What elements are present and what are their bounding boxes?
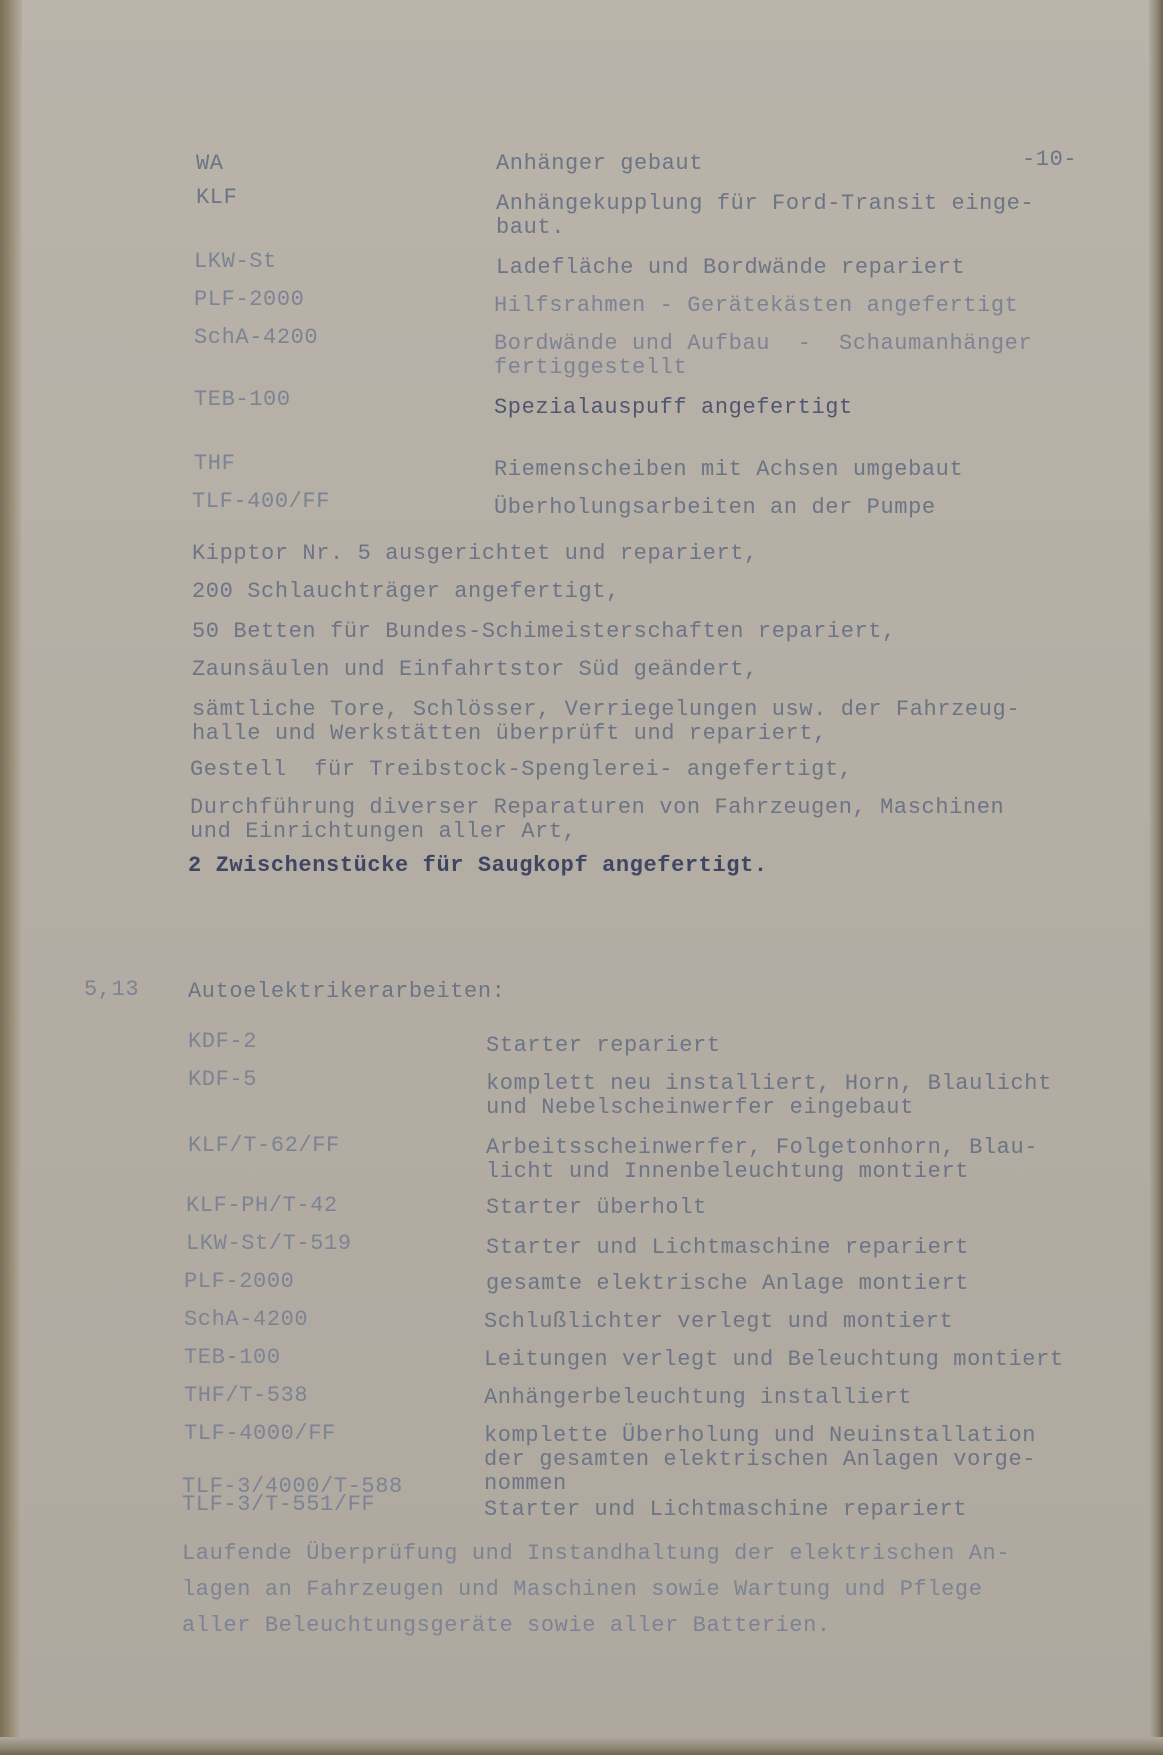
item-code: TLF-400/FF: [192, 489, 331, 514]
item-code: TEB-100: [194, 387, 291, 412]
item-text: komplett neu installiert, Horn, Blaulicht und Nebelscheinwerfer eingebaut: [486, 1071, 1052, 1120]
item-text: Riemenscheiben mit Achsen umgebaut: [494, 457, 964, 482]
item-code: LKW-St: [194, 249, 277, 274]
item-text: gesamte elektrische Anlage montiert: [486, 1271, 970, 1296]
page-edge-right: [1149, 0, 1163, 1755]
note-line: Gestell für Treibstock-Spenglerei- angefertigt,: [190, 757, 853, 782]
item-code: TLF-3/4000/T-588 TLF-3/T-551/FF: [182, 1474, 403, 1517]
item-code: TLF-4000/FF: [184, 1421, 336, 1446]
item-text: Starter repariert: [486, 1033, 721, 1058]
page-edge-bottom: [0, 1737, 1163, 1755]
item-code: TEB-100: [184, 1345, 281, 1370]
item-text: Anhänger gebaut: [496, 151, 704, 176]
note-line: 200 Schlauchträger angefertigt,: [192, 579, 620, 604]
item-code: LKW-St/T-519: [186, 1231, 352, 1256]
item-code: THF/T-538: [184, 1383, 309, 1408]
item-code: KLF-PH/T-42: [186, 1193, 338, 1218]
note-line: sämtliche Tore, Schlösser, Verriegelungen usw. der Fahrzeug- halle und Werkstätten überprüft und repariert,: [192, 697, 1021, 746]
item-text: Anhängekupplung für Ford-Transit einge- baut.: [496, 191, 1035, 240]
note-line-highlight: 2 Zwischenstücke für Saugkopf angefertigt.: [188, 853, 768, 878]
item-code: KDF-2: [188, 1029, 258, 1054]
item-text: Anhängerbeleuchtung installiert: [484, 1385, 912, 1410]
item-text: Überholungsarbeiten an der Pumpe: [494, 495, 936, 520]
note-line: Kipptor Nr. 5 ausgerichtet und repariert,: [192, 541, 758, 566]
item-code: WA: [196, 151, 224, 176]
section-title: Autoelektrikerarbeiten:: [188, 979, 506, 1004]
item-code: SchA-4200: [184, 1307, 309, 1332]
item-text: Arbeitsscheinwerfer, Folgetonhorn, Blau- licht und Innenbeleuchtung montiert: [486, 1135, 1039, 1184]
item-code: THF: [194, 451, 236, 476]
item-text: Ladefläche und Bordwände repariert: [496, 255, 966, 280]
section-number: 5,13: [84, 977, 140, 1002]
item-code: KLF: [196, 185, 238, 210]
note-line: Durchführung diverser Reparaturen von Fahrzeugen, Maschinen und Einrichtungen aller Art,: [190, 795, 1005, 844]
item-code: PLF-2000: [194, 287, 305, 312]
page-number: -10-: [1022, 147, 1078, 172]
item-code: PLF-2000: [184, 1269, 295, 1294]
item-text: Starter und Lichtmaschine repariert: [486, 1235, 970, 1260]
item-text: Hilfsrahmen - Gerätekästen angefertigt: [494, 293, 1019, 318]
item-code: KLF/T-62/FF: [188, 1133, 340, 1158]
item-text: Starter und Lichtmaschine repariert: [484, 1497, 968, 1522]
item-code: KDF-5: [188, 1067, 258, 1092]
note-line: 50 Betten für Bundes-Schimeisterschaften repariert,: [192, 619, 896, 644]
item-text: Starter überholt: [486, 1195, 707, 1220]
item-code: SchA-4200: [194, 325, 319, 350]
item-text: Schlußlichter verlegt und montiert: [484, 1309, 954, 1334]
item-text: Leitungen verlegt und Beleuchtung montiert: [484, 1347, 1064, 1372]
item-text: Spezialauspuff angefertigt: [494, 395, 853, 420]
page-edge-left: [0, 0, 22, 1755]
item-text: komplette Überholung und Neuinstallation der gesamten elektrischen Anlagen vorge- nommen: [484, 1423, 1037, 1496]
closing-paragraph: Laufende Überprüfung und Instandhaltung der elektrischen An- lagen an Fahrzeugen und Maschinen sowie Wartung und Pflege aller Beleuchtungsgeräte sowie aller Batterien.: [182, 1541, 1011, 1638]
note-line: Zaunsäulen und Einfahrtstor Süd geändert,: [192, 657, 758, 682]
item-text: Bordwände und Aufbau - Schaumanhänger fertiggestellt: [494, 331, 1033, 380]
